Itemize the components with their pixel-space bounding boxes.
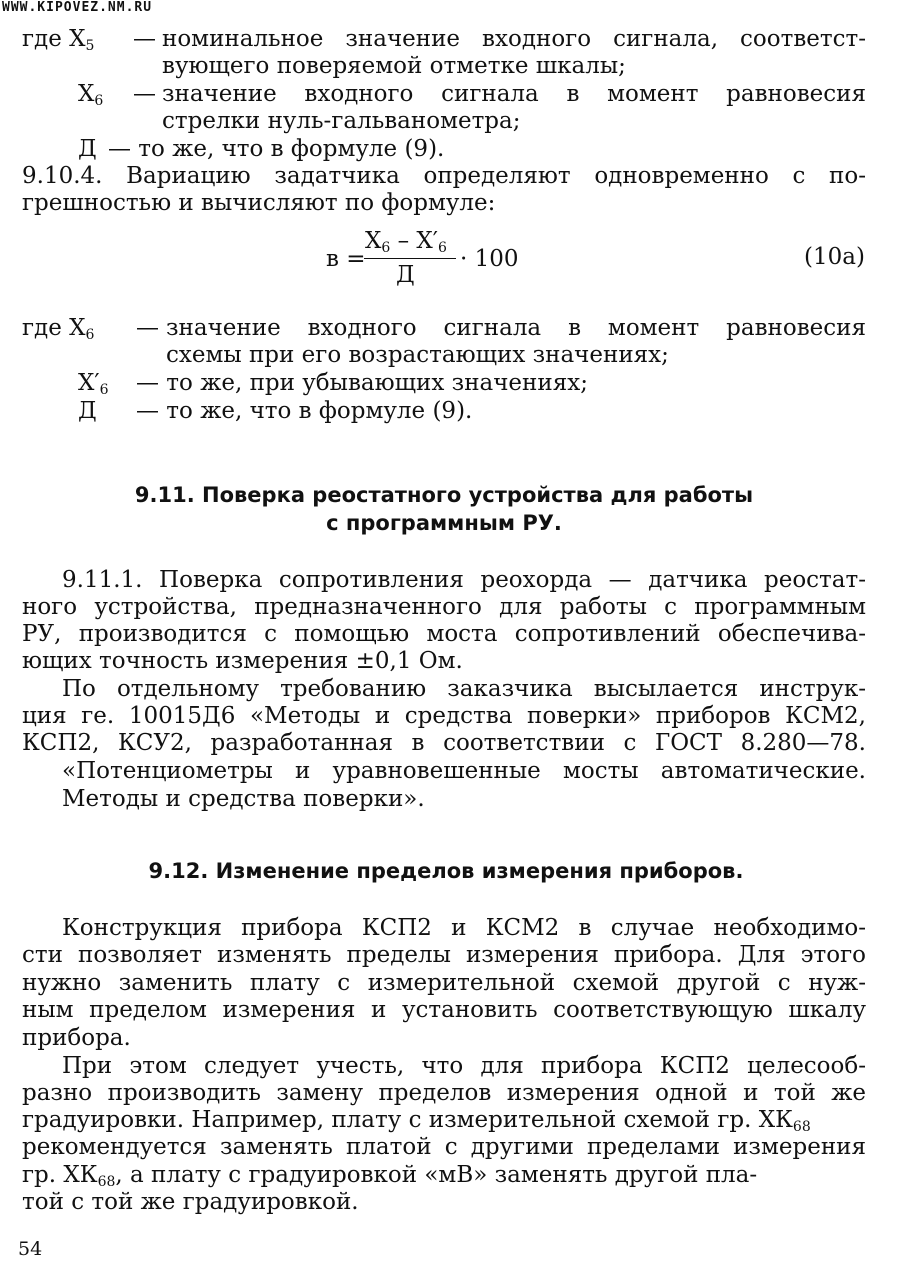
section-912-p1-line5: прибора. <box>22 1025 131 1051</box>
section-912-p2-line3: градуировки. Например, плату с измерительной схемой гр. $ХК_{68}$ <box>22 1107 811 1135</box>
section-911-heading-line2: с программным РУ. <box>326 511 562 535</box>
def2-x6prime-label: $X'_6$ <box>78 370 109 398</box>
def2-x6prime-text: — то же, при убывающих значениях; <box>136 370 588 396</box>
formula-number: (10а) <box>804 244 865 270</box>
section-912-p1-line1: Конструкция прибора КСП2 и КСМ2 в случае необходимо- <box>62 915 866 941</box>
section-912-p2-line6: той с той же градуировкой. <box>22 1189 359 1215</box>
section-911-p1-line1: 9.11.1. Поверка сопротивления реохорда — датчика реостат- <box>62 567 866 593</box>
section-912-p2-line5: гр. $ХК_{68}$, а плату с градуировкой «мВ» заменять другой пла- <box>22 1162 758 1190</box>
site-watermark: WWW.KIPOVEZ.NM.RU <box>2 0 153 15</box>
formula-lhs: в = <box>326 246 366 272</box>
def2-x6-line2: схемы при его возрастающих значениях; <box>166 342 669 368</box>
def-x5-line1: номинальное значение входного сигнала, соответст- <box>162 26 866 52</box>
section-911-p2-line4: «Потенциометры и уравновешенные мосты автоматические. <box>62 758 866 784</box>
section-912-p2-line1: При этом следует учесть, что для прибора КСП2 целесооб- <box>62 1053 866 1079</box>
formula-fraction-bar <box>364 258 456 259</box>
section-912-p1-line4: ным пределом измерения и установить соответствующую шкалу <box>22 997 866 1023</box>
section-911-p1-line4: ющих точность измерения ±0,1 Ом. <box>22 648 463 674</box>
formula-numerator: $X_6 - X'_6$ <box>365 228 447 256</box>
section-911-p1-line3: РУ, производится с помощью моста сопротивлений обеспечива- <box>22 621 866 647</box>
def-x6-line2: стрелки нуль-гальванометра; <box>162 108 521 134</box>
section-911-p2-line3: КСП2, КСУ2, разработанная в соответствии с ГОСТ 8.280—78. <box>22 730 866 756</box>
def-x6-dash: — <box>133 81 156 107</box>
section-912-p1-line2: сти позволяет изменять пределы измерения прибора. Для этого <box>22 942 866 968</box>
formula-denominator: Д <box>396 262 415 288</box>
p9104-line2: грешностью и вычисляют по формуле: <box>22 190 496 216</box>
def-d-label: Д <box>78 136 97 162</box>
section-911-p2-line2: ция ге. 10015Д6 «Методы и средства поверки» приборов КСМ2, <box>22 703 866 729</box>
def2-d-label: Д <box>78 398 97 424</box>
def2-x6-line1: значение входного сигнала в момент равновесия <box>166 315 866 341</box>
section-911-p2-line5: Методы и средства поверки». <box>62 786 425 812</box>
section-911-heading-line1: 9.11. Поверка реостатного устройства для работы <box>134 483 754 507</box>
def-x6-label: $X_6$ <box>78 81 104 109</box>
page-number: 54 <box>18 1238 43 1260</box>
formula-multiplier: · 100 <box>460 246 519 272</box>
def2-x6-dash: — <box>136 315 159 341</box>
section-912-p2-line4: рекомендуется заменять платой с другими пределами измерения <box>22 1134 866 1160</box>
section-911-p1-line2: ного устройства, предназначенного для работы с программным <box>22 594 866 620</box>
p9104-line1: 9.10.4. Вариацию задатчика определяют одновременно с по- <box>22 163 866 189</box>
def-d-text: — то же, что в формуле (9). <box>108 136 445 162</box>
section-912-p1-line3: нужно заменить плату с измерительной схемой другой с нуж- <box>22 970 866 996</box>
def-x6-line1: значение входного сигнала в момент равновесия <box>162 81 866 107</box>
def-x5-line2: вующего поверяемой отметке шкалы; <box>162 53 626 79</box>
def2-d-text: — то же, что в формуле (9). <box>136 398 473 424</box>
formula-10a <box>326 228 536 294</box>
def-x5-label: где $X_5$ <box>22 26 95 54</box>
def-x5-dash: — <box>133 26 156 52</box>
section-911-p2-line1: По отдельному требованию заказчика высылается инструк- <box>62 676 866 702</box>
section-912-heading: 9.12. Изменение пределов измерения приборов. <box>148 859 744 883</box>
section-912-p2-line2: разно производить замену пределов измерения одной и той же <box>22 1080 866 1106</box>
def2-x6-label: где $X_6$ <box>22 315 95 343</box>
